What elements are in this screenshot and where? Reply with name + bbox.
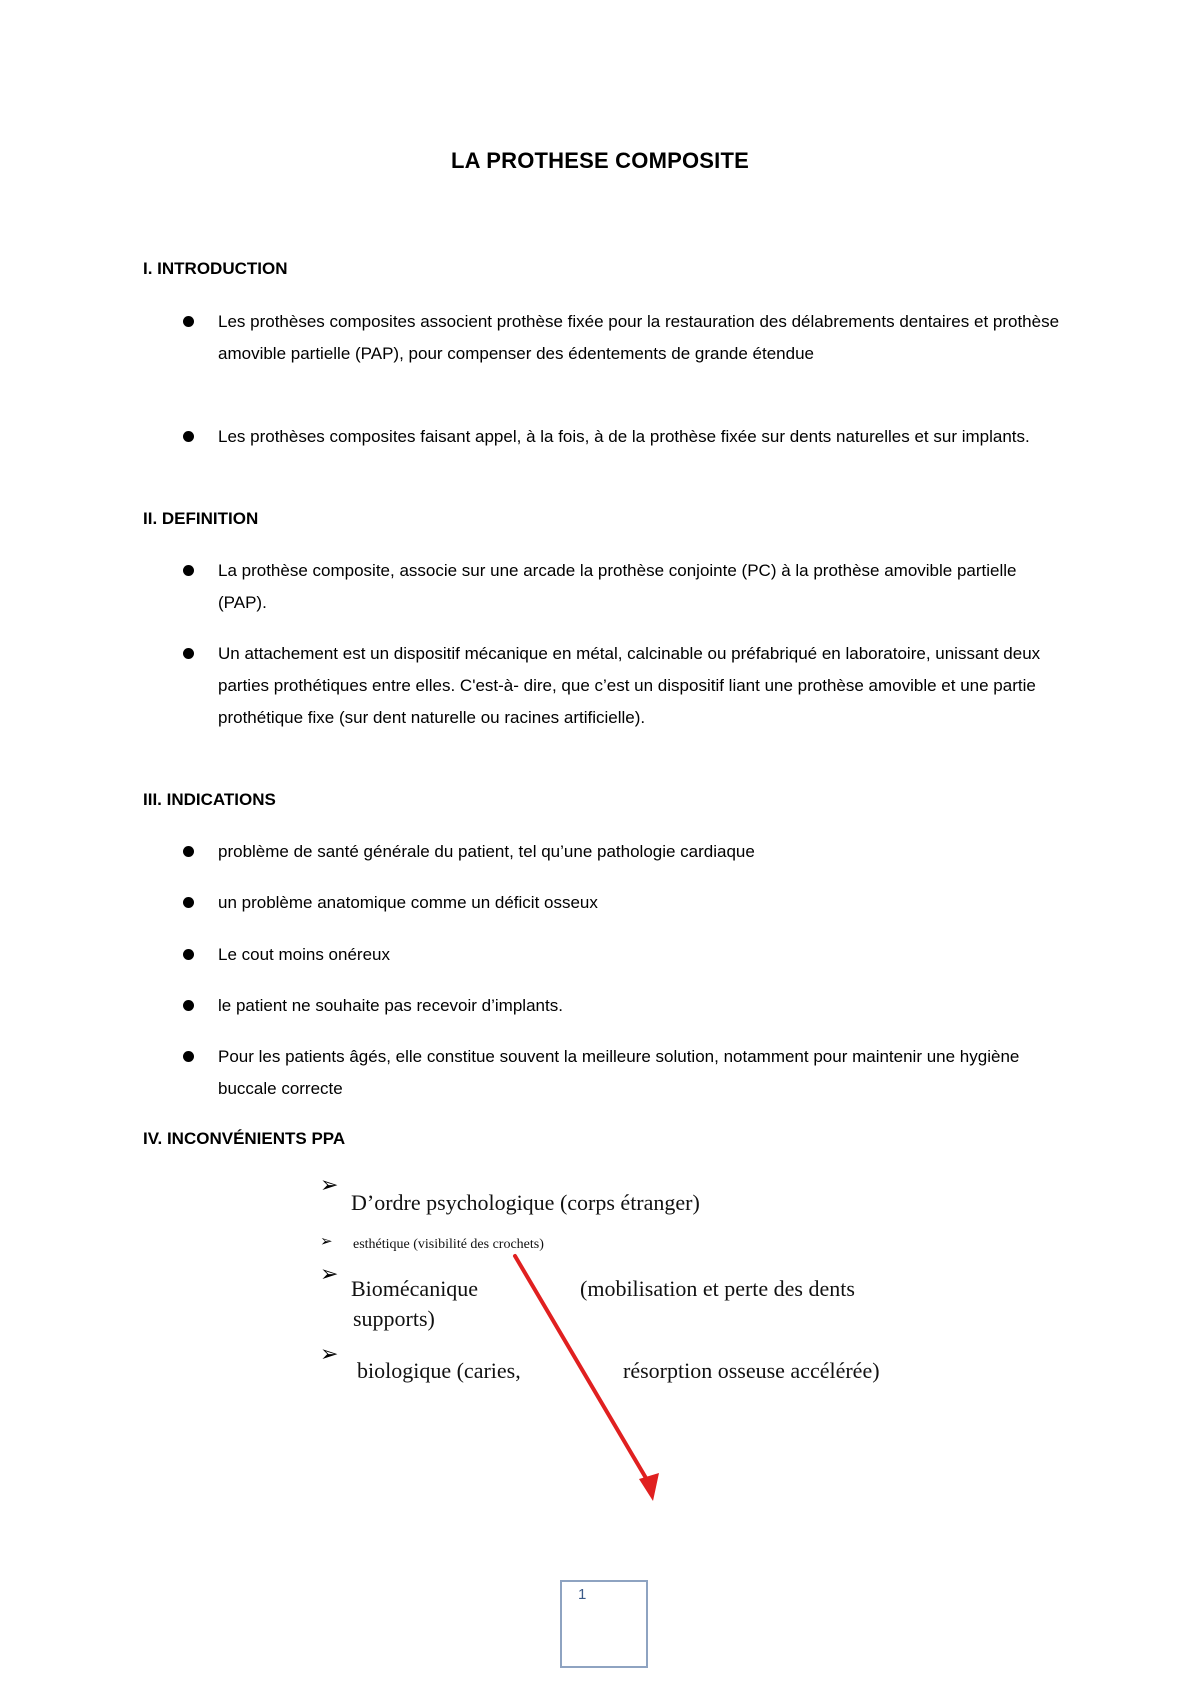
bullet-icon <box>183 565 194 576</box>
figure-line-esthetique: esthétique (visibilité des crochets) <box>353 1237 544 1252</box>
page-number: 1 <box>578 1586 587 1603</box>
red-arrow <box>315 1168 955 1508</box>
figure-line-resorption: résorption osseuse accélérée) <box>623 1358 880 1383</box>
section-heading-inconvenients: IV. INCONVÉNIENTS PPA <box>143 1129 346 1148</box>
bullet-icon <box>183 1000 194 1011</box>
section-heading-indications: III. INDICATIONS <box>143 790 276 809</box>
list-item: Les prothèses composites faisant appel, à la fois, à de la prothèse fixée sur dents naturelles et sur implants. <box>183 421 1068 453</box>
arrow-bullet-icon: ➢ <box>320 1234 333 1250</box>
list-item: Le cout moins onéreux <box>183 939 1068 971</box>
bullet-icon <box>183 431 194 442</box>
bullet-icon <box>183 316 194 327</box>
red-arrow-line <box>515 1256 653 1490</box>
arrow-bullet-icon: ➢ <box>320 1172 339 1197</box>
page-number-box <box>560 1580 648 1668</box>
list-item: Un attachement est un dispositif mécanique en métal, calcinable ou préfabriqué en laboratoire, unissant deux parties prothétiques entre elles. C'est-à- dire, que c’est un dispositif liant une prothèse amovible et une partie prothétique fixe (sur dent naturelle ou racines artificielle). <box>183 638 1068 734</box>
arrow-bullet-icon: ➢ <box>320 1341 339 1366</box>
red-arrow-head <box>639 1473 659 1501</box>
list-item: La prothèse composite, associe sur une arcade la prothèse conjointe (PC) à la prothèse amovible partielle (PAP). <box>183 555 1068 619</box>
document-title: LA PROTHESE COMPOSITE <box>451 148 749 173</box>
section-heading-introduction: I. INTRODUCTION <box>143 259 288 278</box>
list-item: le patient ne souhaite pas recevoir d’implants. <box>183 990 1068 1022</box>
figure-line-supports: supports) <box>353 1306 435 1331</box>
figure-line-psychologique: D’ordre psychologique (corps étranger) <box>351 1190 700 1215</box>
bullet-icon <box>183 949 194 960</box>
bullet-icon <box>183 1051 194 1062</box>
bullet-icon <box>183 648 194 659</box>
figure-line-biologique: biologique (caries, <box>357 1358 521 1383</box>
list-item: Pour les patients âgés, elle constitue souvent la meilleure solution, notamment pour maintenir une hygiène buccale correcte <box>183 1041 1068 1105</box>
bullet-icon <box>183 846 194 857</box>
section-heading-definition: II. DEFINITION <box>143 509 259 528</box>
list-item: un problème anatomique comme un déficit osseux <box>183 887 1068 919</box>
figure-line-mobilisation: (mobilisation et perte des dents <box>580 1276 855 1301</box>
bullet-icon <box>183 897 194 908</box>
figure-line-biomecanique: Biomécanique <box>351 1276 479 1301</box>
inconvenients-figure <box>315 1168 955 1508</box>
list-item: problème de santé générale du patient, tel qu’une pathologie cardiaque <box>183 836 1068 868</box>
list-item: Les prothèses composites associent prothèse fixée pour la restauration des délabrements dentaires et prothèse amovible partielle (PAP), pour compenser des édentements de grande étendue <box>183 306 1068 370</box>
arrow-bullet-icon: ➢ <box>320 1261 339 1286</box>
